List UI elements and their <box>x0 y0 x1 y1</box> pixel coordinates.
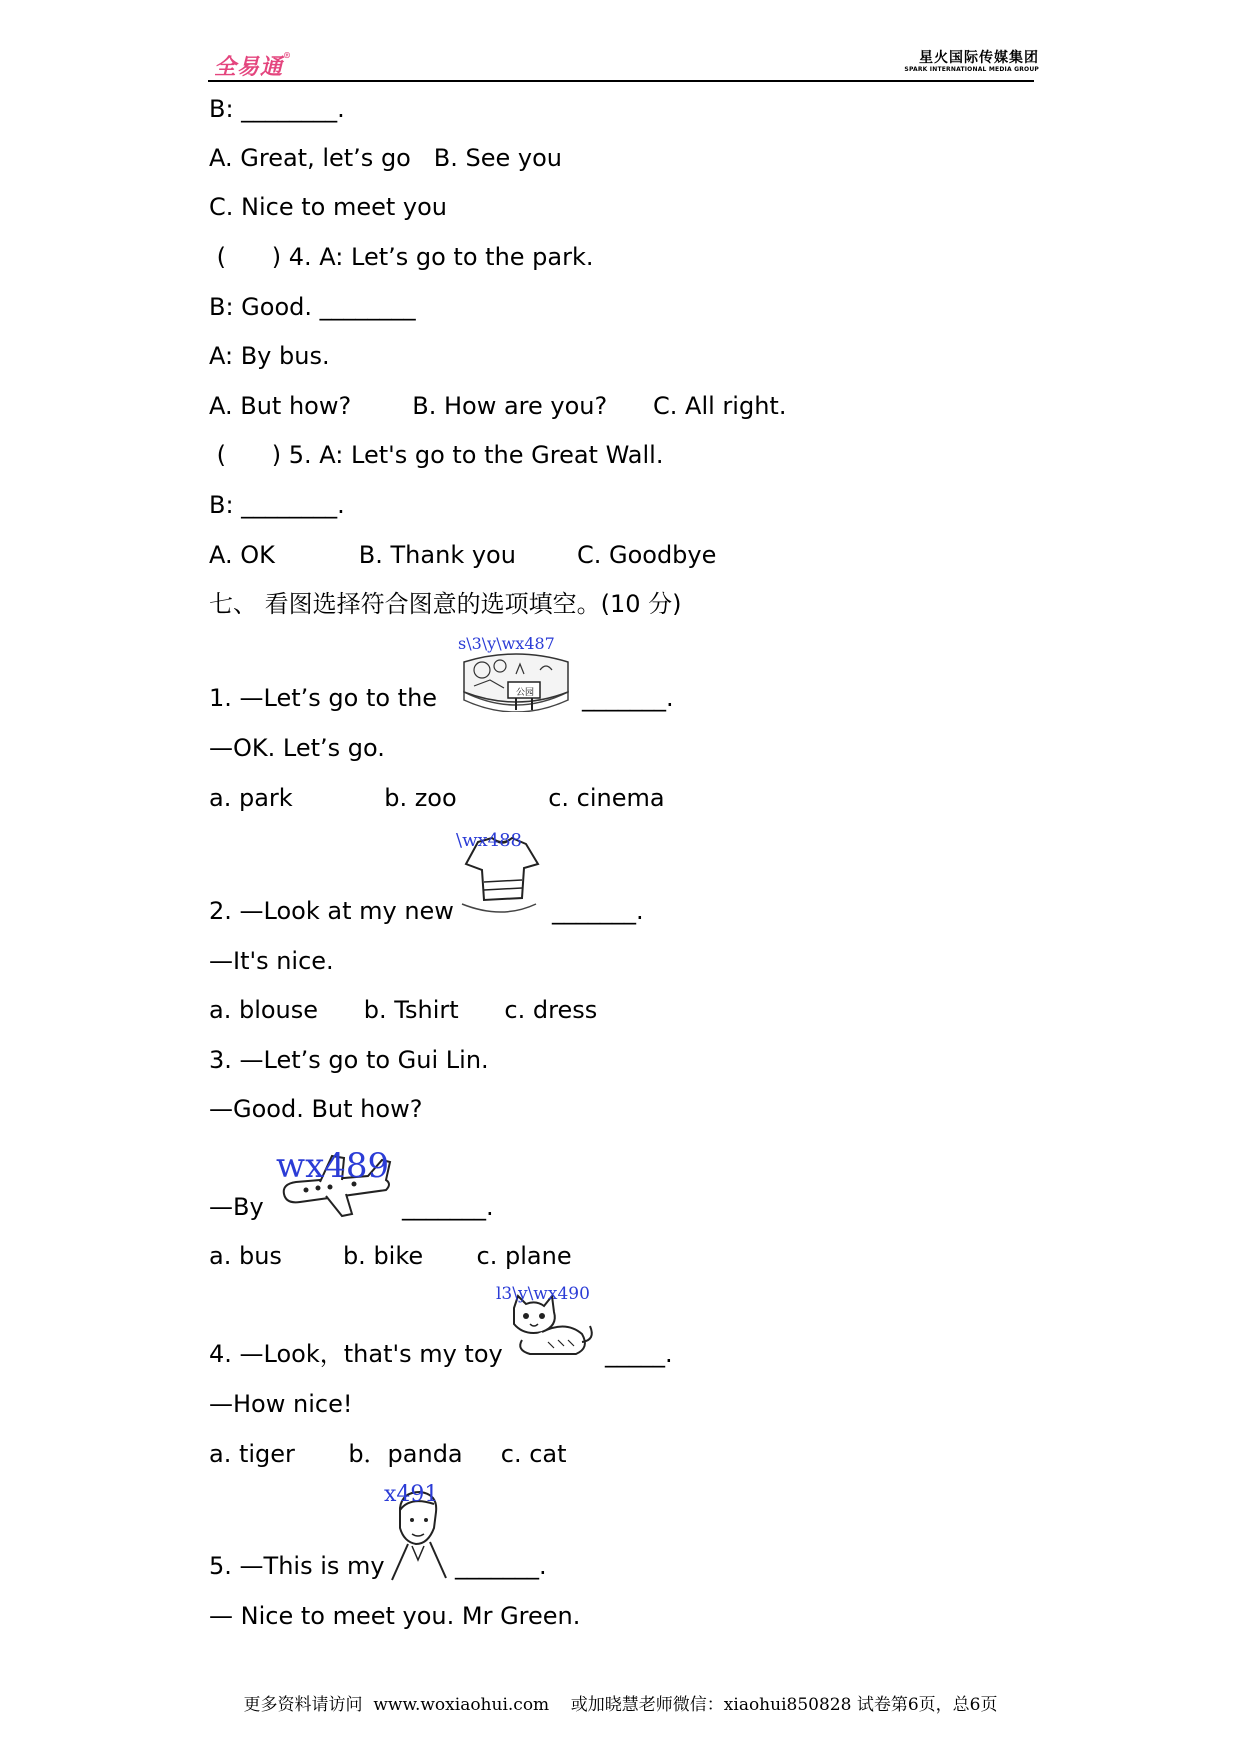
logo-text: 全易通 <box>214 54 284 80</box>
pic-q1-blank: _______. <box>582 684 674 712</box>
q5-options: A. OK B. Thank you C. Goodbye <box>209 541 717 569</box>
park-sign: 公园 <box>516 688 535 698</box>
plane-image-label: wx489 <box>276 1146 390 1186</box>
pic-q1-reply: —OK. Let’s go. <box>209 734 385 762</box>
park-image-label: s\3\y\wx487 <box>458 634 555 653</box>
q3-options-ab: A. Great, let’s go B. See you <box>209 144 562 172</box>
q4-reply: B: Good. ________ <box>209 293 416 321</box>
q3-option-c: C. Nice to meet you <box>209 193 447 221</box>
pic-q5-reply: — Nice to meet you. Mr Green. <box>209 1602 581 1630</box>
brand-name-cn: 星火国际传媒集团 <box>919 50 1039 66</box>
pic-q4-prompt: 4. —Look，that's my toy <box>209 1340 503 1368</box>
pic-q2-prompt: 2. —Look at my new <box>209 897 454 925</box>
pic-q2-reply: —It's nice. <box>209 947 334 975</box>
pic-q3-question: —Good. But how? <box>209 1095 423 1123</box>
header-logo: 全易通® <box>214 50 293 80</box>
brand-name-en: SPARK INTERNATIONAL MEDIA GROUP <box>904 66 1039 73</box>
q3-answer-line: B: ________. <box>209 95 345 123</box>
park-picture <box>458 634 572 712</box>
pic-q2-options: a. blouse b. Tshirt c. dress <box>209 996 598 1024</box>
tshirt-image-label: \wx488 <box>456 830 522 851</box>
pic-q3-answer: —By <box>209 1193 264 1221</box>
tshirt-picture <box>456 830 544 918</box>
section-seven-heading: 七、 看图选择符合图意的选项填空。(10 分) <box>209 590 682 618</box>
plane-picture <box>276 1146 394 1220</box>
pic-q5-blank: _______. <box>455 1552 547 1580</box>
pic-q1-prompt: 1. —Let’s go to the <box>209 684 438 712</box>
q4-answer: A: By bus. <box>209 342 330 370</box>
pic-q4-reply: —How nice! <box>209 1390 353 1418</box>
header-divider <box>208 80 1034 82</box>
page-footer: 更多资料请访问 www.woxiaohui.com 或加晓慧老师微信：xiaohui850828 试卷第6页，总6页 <box>243 1695 998 1715</box>
q4-question: ( ) 4. A: Let’s go to the park. <box>209 243 594 271</box>
q5-question: ( ) 5. A: Let's go to the Great Wall. <box>209 441 664 469</box>
cat-picture <box>496 1284 596 1366</box>
pic-q4-options: a. tiger b．panda c. cat <box>209 1440 567 1468</box>
q4-options: A. But how? B. How are you? C. All right. <box>209 392 787 420</box>
pic-q4-blank: _____. <box>605 1340 673 1368</box>
cat-image-label: l3\y\wx490 <box>496 1284 590 1304</box>
pic-q3-blank: _______. <box>402 1193 494 1221</box>
pic-q1-options: a. park b. zoo c. cinema <box>209 784 665 812</box>
pic-q5-prompt: 5. —This is my <box>209 1552 385 1580</box>
pic-q3-options: a. bus b. bike c. plane <box>209 1242 572 1270</box>
pic-q2-blank: _______. <box>552 897 644 925</box>
man-picture <box>384 1482 450 1584</box>
q5-answer-line: B: ________. <box>209 491 345 519</box>
pic-q3-prompt: 3. —Let’s go to Gui Lin. <box>209 1046 489 1074</box>
header-brand <box>904 50 1039 74</box>
man-image-label: x491 <box>384 1482 439 1507</box>
